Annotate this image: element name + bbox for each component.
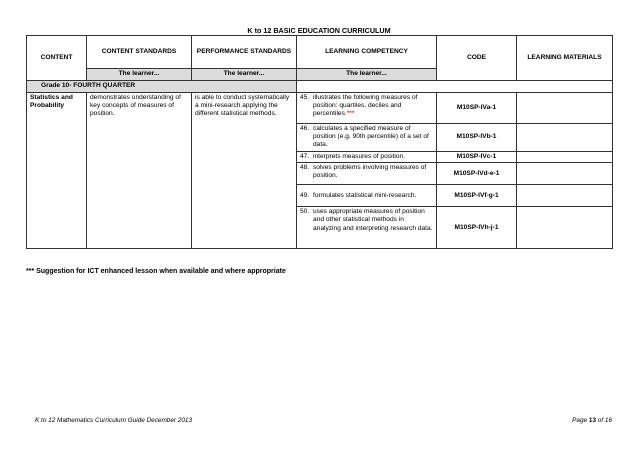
competency-text: uses appropriate measures of position and other statistical methods in analyzing and interpreting research data. bbox=[313, 208, 433, 232]
competency-cell bbox=[297, 152, 437, 163]
competency-cell bbox=[297, 185, 437, 207]
competency-number: 47. bbox=[300, 153, 310, 160]
page-prefix: Page bbox=[572, 417, 588, 424]
header-learning-materials: LEARNING MATERIALS bbox=[517, 36, 613, 81]
content-cell: Statistics and Probability bbox=[27, 93, 87, 249]
code-cell: M10SP-IVc-1 bbox=[437, 152, 517, 163]
competency-number: 49. bbox=[300, 191, 310, 199]
competency-number: 46. bbox=[300, 125, 310, 132]
header-content-standards: CONTENT STANDARDS bbox=[87, 36, 192, 69]
table-row bbox=[27, 93, 613, 124]
materials-cell bbox=[517, 185, 613, 207]
quarter-row bbox=[27, 81, 613, 93]
competency-number: 48. bbox=[300, 164, 310, 172]
materials-cell bbox=[517, 163, 613, 185]
ict-suggestion-note: *** Suggestion for ICT enhanced lesson when available and where appropriate bbox=[26, 268, 286, 275]
competency-text: solves problems involving measures of position. bbox=[313, 164, 427, 180]
competency-cell bbox=[297, 163, 437, 185]
page-current: 13 bbox=[588, 417, 596, 424]
page-suffix: of 16 bbox=[597, 417, 612, 424]
quarter-blank bbox=[297, 81, 613, 93]
quarter-label: Grade 10- FOURTH QUARTER bbox=[27, 81, 297, 93]
ict-mark: *** bbox=[346, 110, 355, 118]
materials-cell bbox=[517, 152, 613, 163]
code-cell: M10SP-IVh-j-1 bbox=[437, 207, 517, 249]
competency-cell bbox=[297, 93, 437, 124]
header-learning-competency: LEARNING COMPETENCY bbox=[297, 36, 437, 69]
competency-number: 45. bbox=[300, 94, 310, 101]
header-content: CONTENT bbox=[27, 36, 87, 81]
code-cell: M10SP-IVd-e-1 bbox=[437, 163, 517, 185]
code-cell: M10SP-IVf-g-1 bbox=[437, 185, 517, 207]
learner-label-lc: The learner... bbox=[297, 69, 437, 81]
header-code: CODE bbox=[437, 36, 517, 81]
materials-cell bbox=[517, 93, 613, 124]
competency-text: formulates statistical mini-research. bbox=[313, 191, 417, 199]
competency-number: 50. bbox=[300, 208, 310, 216]
competency-cell bbox=[297, 207, 437, 249]
curriculum-table bbox=[26, 35, 613, 249]
competency-text: calculates a specified measure of position (e.g. 90th percentile) of a set of data. bbox=[313, 125, 429, 149]
header-row bbox=[27, 36, 613, 69]
materials-cell bbox=[517, 124, 613, 152]
competency-text: illustrates the following measures of position: quartiles, deciles and percentiles. bbox=[313, 94, 418, 118]
competency-cell bbox=[297, 124, 437, 152]
performance-standard-cell: is able to conduct systematically a mini-research applying the different statistical methods. bbox=[192, 93, 297, 249]
code-cell: M10SP-IVa-1 bbox=[437, 93, 517, 124]
footer-page-number bbox=[572, 417, 612, 424]
materials-cell bbox=[517, 207, 613, 249]
document-title: K to 12 BASIC EDUCATION CURRICULUM bbox=[247, 26, 391, 35]
competency-text: interprets measures of position. bbox=[313, 153, 405, 160]
content-standard-cell: demonstrates understanding of key concepts of measures of position. bbox=[87, 93, 192, 249]
footer-guide-title: K to 12 Mathematics Curriculum Guide December 2013 bbox=[35, 417, 192, 424]
header-performance-standards: PERFORMANCE STANDARDS bbox=[192, 36, 297, 69]
learner-label-cs: The learner... bbox=[87, 69, 192, 81]
code-cell: M10SP-IVb-1 bbox=[437, 124, 517, 152]
learner-label-ps: The learner... bbox=[192, 69, 297, 81]
